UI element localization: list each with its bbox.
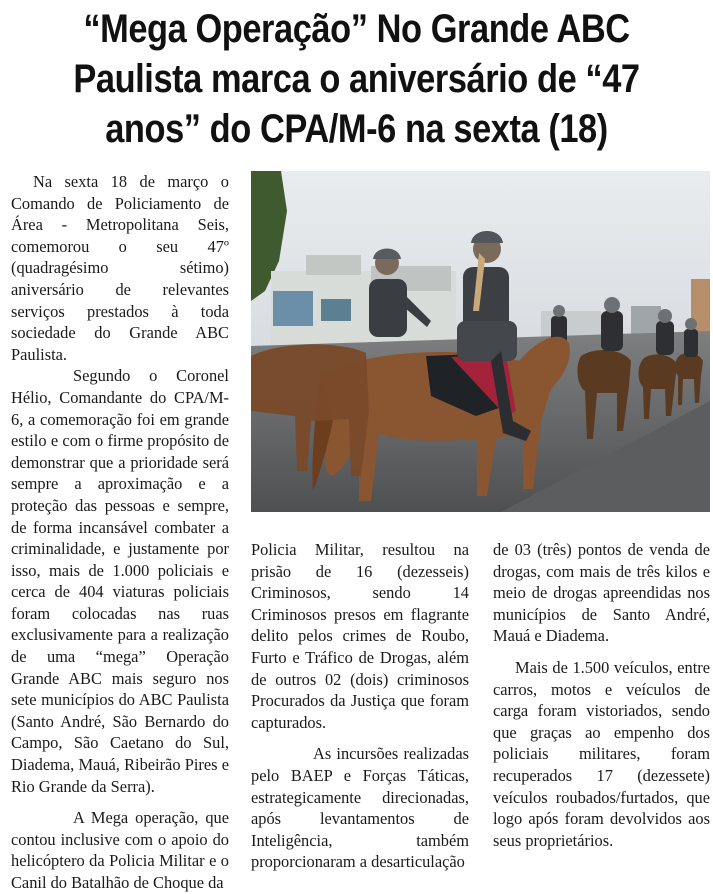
column2-paragraph-2: As incursões realizadas pelo BAEP e Forças Táticas, estrategicamente direcionadas, após levantamentos de Inteligência, também proporcionaram a desarticulação bbox=[251, 744, 469, 872]
headline-line-1: “Mega Operação” No Grande ABC bbox=[83, 7, 630, 51]
column3-paragraph-2: Mais de 1.500 veículos, entre carros, motos e veículos de carga foram vistoriados, sendo que graças ao empenho dos policiais militares, foram recuperados 17 (dezessete) veículos roubados/furtados, que logo após foram devolvidos aos seus proprietários. bbox=[493, 657, 710, 850]
headline-line-2: Paulista marca o aniversário de “47 bbox=[73, 57, 640, 101]
article-column-3 bbox=[493, 539, 710, 851]
article-column-2 bbox=[251, 539, 469, 873]
headline bbox=[50, 4, 663, 154]
mounted-police-photo bbox=[251, 171, 710, 512]
column1-paragraph-1: Na sexta 18 de março o Comando de Policiamento de Área - Metropolitana Seis, comemorou o seu 47º (quadragésimo sétimo) aniversário de relevantes serviços prestados à toda sociedade do Grande ABC Paulista. bbox=[11, 172, 229, 364]
column3-paragraph-1: de 03 (três) pontos de venda de drogas, com mais de três kilos e meio de drogas apreendidas nos municípios de Santo André, Mauá e Diadema. bbox=[493, 540, 710, 646]
article-column-1 bbox=[11, 171, 229, 894]
column2-paragraph-1: Policia Militar, resultou na prisão de 16 (dezesseis) Criminosos, sendo 14 Criminosos presos em flagrante delito pelos crimes de Roubo, Furto e Tráfico de Drogas, além de outros 02 (dois) criminosos Procurados da Justiça que foram capturados. bbox=[251, 540, 469, 732]
column1-paragraph-2: Segundo o Coronel Hélio, Comandante do CPA/M-6, a comemoração foi em grande estilo e com o firme propósito de demonstrar que a prioridade será sempre a aproximação e a proteção das pessoas e sempre, de forma incansável combater a criminalidade, e justamente por isso, mais de 1.000 policiais e cerca de 404 viaturas policiais foram colocadas nas ruas exclusivamente para a realização de uma “mega” Operação Grande ABC mais seguro nos sete municípios do ABC Paulista (Santo André, São Bernardo do Campo, São Caetano do Sul, Diadema, Mauá, Ribeirão Pires e Rio Grande da Serra). bbox=[11, 366, 229, 796]
mounted-police-illustration bbox=[251, 171, 710, 512]
column1-paragraph-3: A Mega operação, que contou inclusive com o apoio do helicóptero da Policia Militar e o Canil do Batalhão de Choque da bbox=[11, 808, 229, 892]
headline-line-3: anos” do CPA/M-6 na sexta (18) bbox=[105, 107, 608, 151]
